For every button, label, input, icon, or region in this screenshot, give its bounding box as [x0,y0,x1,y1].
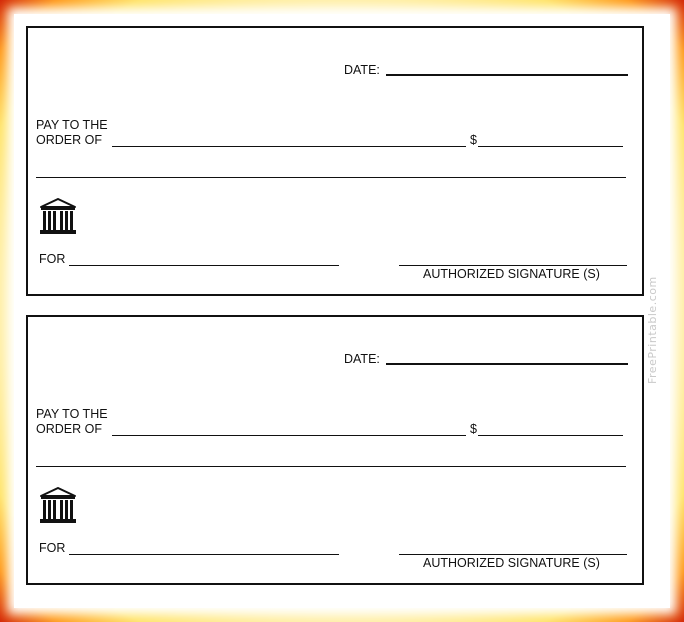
signature-line[interactable] [399,265,627,266]
signature-label: AUTHORIZED SIGNATURE (S) [423,556,600,570]
memo-line[interactable] [69,265,339,266]
payee-line[interactable] [112,435,466,436]
for-label: FOR [39,252,66,266]
amount-symbol: $ [470,133,477,147]
bank-building-icon [39,198,77,236]
written-amount-line[interactable] [36,177,626,178]
pay-to-label-line1: PAY TO THE [36,118,108,132]
date-line[interactable] [386,74,628,76]
written-amount-line[interactable] [36,466,626,467]
pay-to-label-line2: ORDER OF [36,133,102,147]
amount-symbol: $ [470,422,477,436]
bank-building-icon [39,487,77,525]
date-line[interactable] [386,363,628,365]
amount-line[interactable] [478,435,623,436]
blank-check [26,26,644,296]
signature-line[interactable] [399,554,627,555]
payee-line[interactable] [112,146,466,147]
amount-line[interactable] [478,146,623,147]
pay-to-label-line2: ORDER OF [36,422,102,436]
for-label: FOR [39,541,66,555]
date-label: DATE: [344,63,380,77]
signature-label: AUTHORIZED SIGNATURE (S) [423,267,600,281]
memo-line[interactable] [69,554,339,555]
watermark: FreePrintable.com [646,276,659,384]
pay-to-label-line1: PAY TO THE [36,407,108,421]
blank-check [26,315,644,585]
date-label: DATE: [344,352,380,366]
